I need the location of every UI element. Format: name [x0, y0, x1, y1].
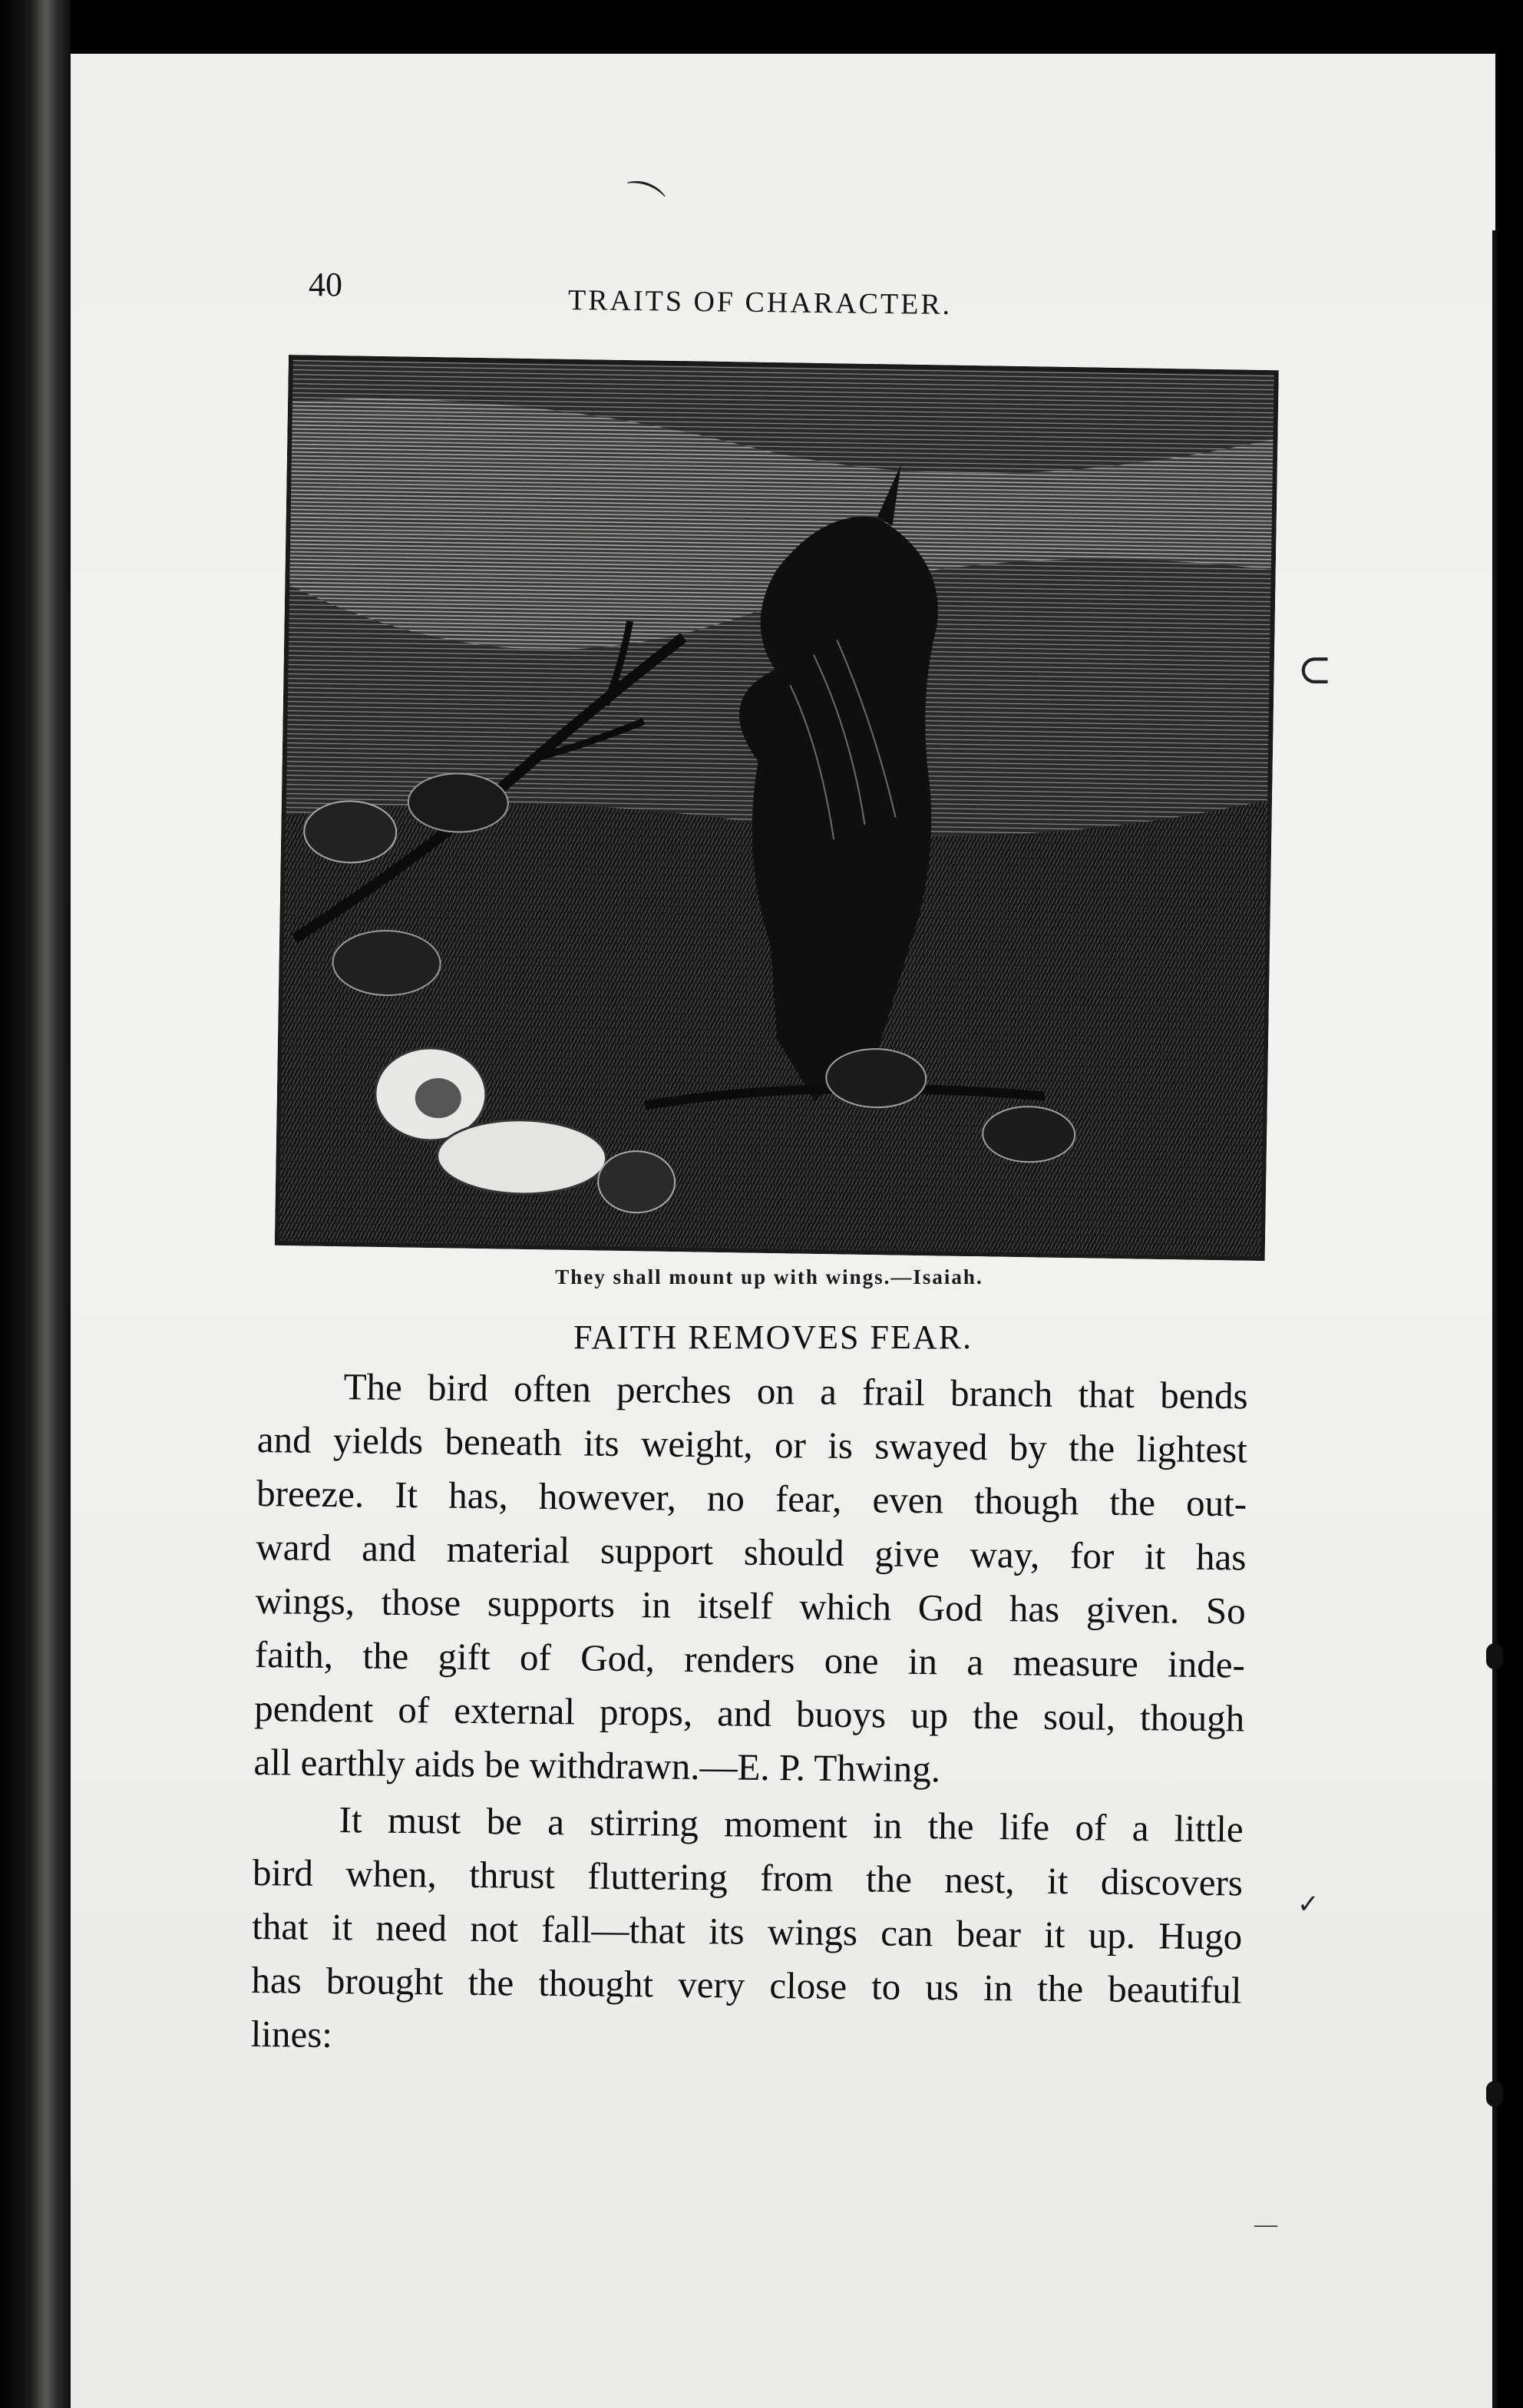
text-line: pendent of external props, and buoys up the soul, though	[253, 1686, 1245, 1740]
text-line: It must be a stirring moment in the life of a little	[339, 1798, 1244, 1851]
binding-hole	[1486, 1643, 1503, 1669]
stray-mark: ⊂	[1297, 647, 1333, 693]
text-line: breeze. It has, however, no fear, even though the out-	[256, 1471, 1247, 1525]
illustration-caption: They shall mount up with wings.—Isaiah.	[555, 1265, 983, 1288]
book-spine-edge	[0, 0, 71, 2408]
film-border-top	[0, 0, 1523, 54]
running-head: TRAITS OF CHARACTER.	[567, 283, 953, 322]
stray-mark: ⌒	[613, 174, 669, 233]
body-text	[250, 1359, 1248, 2071]
illustration-plate	[275, 355, 1279, 1261]
film-border-right	[1495, 0, 1523, 2408]
text-line: and yields beneath its weight, or is swayed by the lightest	[256, 1417, 1248, 1471]
section-heading: FAITH REMOVES FEAR.	[573, 1318, 973, 1356]
bird-engraving	[275, 355, 1279, 1261]
text-line: bird when, thrust fluttering from the nest, it discovers	[252, 1851, 1244, 1904]
binding-hole	[1486, 2081, 1503, 2107]
text-line: all earthly aids be withdrawn.—E. P. Thwing.	[253, 1740, 941, 1791]
text-line: ward and material support should give way, for it has	[256, 1525, 1247, 1579]
text-line: that it need not fall—that its wings can bear it up. Hugo	[251, 1904, 1243, 1958]
stray-mark: —	[1254, 2211, 1277, 2237]
page-number: 40	[309, 266, 342, 303]
text-line: has brought the thought very close to us in the beautiful	[251, 1958, 1242, 2012]
text-line: wings, those supports in itself which God has given. So	[255, 1579, 1246, 1632]
text-line: The bird often perches on a frail branch that bends	[343, 1365, 1248, 1417]
text-line: faith, the gift of God, renders one in a measure inde-	[254, 1632, 1246, 1686]
text-line: lines:	[250, 2012, 333, 2056]
stray-mark: ✓	[1297, 1890, 1320, 1919]
